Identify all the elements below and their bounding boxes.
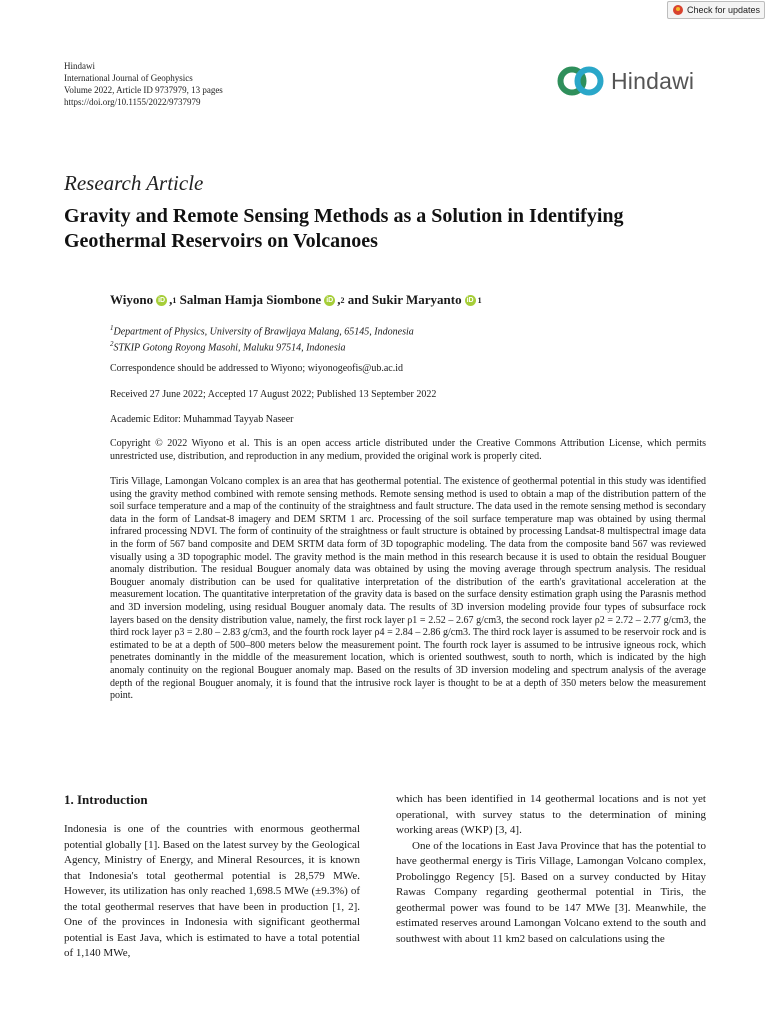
orcid-icon[interactable]: iD: [466, 296, 474, 304]
author-affiliation-sup: 1: [477, 295, 482, 305]
orcid-icon[interactable]: iD: [326, 296, 334, 304]
author-name: Salman Hamja Siombone: [179, 292, 322, 307]
check-updates-label: Check for updates: [687, 5, 761, 15]
journal-name: International Journal of Geophysics: [64, 73, 193, 83]
volume-line: Volume 2022, Article ID 9737979, 13 pages: [64, 85, 223, 95]
abstract: Tiris Village, Lamongan Volcano complex is an area that has geothermal potential. The existence of geothermal potential in this study was identified using the gravity method combined with remote sensing methods. Remote sensing method is used to obtain a map of the distribution pattern of the soil surface temperature and a map of the continuity of the straightness and fault structure. The data used in the remote sensing method is secondary data in the form of Landsat-8 imagery and DEM SRTM 1 arc. Processing of the soil surface temperature map was obtained by using thermal infrared processing NDVI. The form of continuity of the straightness or fault structure is obtained by processing Landsat-8 multispectral image data in the form of 567 band composite and DEM SRTM data form of 3D topographic modeling. The data from the composite band 567 was reviewed visually using a 3D topographic model. The gravity method is the main method in this research because it is used to obtain the residual Bouguer anomaly distribution. The residual Bouguer anomaly data was obtained by using the moving average through spectrum analysis. The residual Bouguer anomaly distribution can be used for qualitative interpretation of the distribution of the earth's gravitational acceleration at the measurement location. The quantitative interpretation of the gravity data is based on the surface density estimation graph using the Parasnis method and 3D inversion modeling, using residual Bouguer anomaly data. The results of 3D inversion modeling provide four types of subsurface rock layers based on the density distribution value, namely, the first rock layer ρ1 = 2.52 – 2.67 g/cm3, the second rock layer ρ2 = 2.72 – 2.77 g/cm3, the third rock layer ρ3 = 2.80 – 2.83 g/cm3, and the fourth rock layer ρ4 = 2.84 – 2.86 g/cm3. The third rock layer is assumed to be reservoir rock and is estimated to be at a depth of 500–800 meters below the measurement point. The fourth rock layer is assumed to be intrusive igneous rock, which penetrates dominantly in the middle of the measurement location, which is oriented southwest, south to north, which is indicated by the high anomaly continuity on the regional Bouguer anomaly map. Based on the results of 3D inversion modeling and spectrum analysis of the average depth of the regional Bouguer anomaly, it is found that the intrusive rock layer is thought to be at a depth of 350 meters below the measurement point.: [110, 476, 706, 702]
author-list: Wiyono iD , 1 Salman Hamja Siombone iD , 2 and Sukir Maryanto iD 1: [110, 292, 482, 307]
intro-left-column: Indonesia is one of the countries with enormous geothermal potential globally [1]. Based on the latest survey by the Geological Agency, Ministry of Energy, and Mineral Resources, it is known that Indonesia's total geothermal potential is 28,579 MWe. However, its utilization has only reached 1,698.5 MWe (±9.3%) of the total geothermal reserves that have been in production [1, 2]. One of the provinces in Indonesia with significant geothermal potential is East Java, which is estimated to have a total potential of 1,140 MWe,: [64, 823, 360, 959]
orcid-icon[interactable]: iD: [158, 296, 166, 304]
hindawi-logo-icon: [557, 62, 605, 100]
academic-editor: Academic Editor: Muhammad Tayyab Naseer: [110, 414, 294, 425]
intro-paragraph: which has been identified in 14 geothermal locations and is not yet operational, with survey status to the determination of mining working areas (WKP) [3, 4].: [396, 793, 706, 836]
author-name: Wiyono: [110, 292, 154, 307]
section-heading-introduction: 1. Introduction: [64, 792, 148, 807]
affiliation-line: $^2$STKIP Gotong Royong Masohi, Maluku 97514, Indonesia: [110, 340, 346, 354]
hindawi-logo: [557, 62, 694, 100]
author-affiliation-sup: 2: [340, 295, 345, 305]
journal-metadata: [64, 60, 223, 108]
correspondence: Correspondence should be addressed to Wiyono; wiyonogeofis@ub.ac.id: [110, 363, 404, 374]
intro-right-column: [396, 792, 706, 947]
logo-wordmark: Hindawi: [611, 67, 695, 94]
affiliations: [110, 322, 414, 355]
doi-link[interactable]: https://doi.org/10.1155/2022/9737979: [64, 97, 201, 107]
article-dates: Received 27 June 2022; Accepted 17 August 2022; Published 13 September 2022: [110, 389, 437, 400]
affiliation-line: $^1$Department of Physics, University of Brawijaya Malang, 65145, Indonesia: [110, 324, 414, 338]
article-title: Gravity and Remote Sensing Methods as a Solution in Identifying Geothermal Reservoirs on Volcanoes: [64, 205, 624, 252]
article-type: Research Article: [64, 171, 204, 195]
intro-paragraph: One of the locations in East Java Province that has the potential to have geothermal energy is Tiris Village, Lamongan Volcano complex, Probolinggo Regency [5]. Based on a survey conducted by Hitay Rawas Company regarding geothermal potential in Tiris, the geothermal power was found to be 147 MWe [3]. Meanwhile, the estimated reserves around Lamongan Volcano extend to the south and southwest with about 11 km2 based on calculations using the: [396, 839, 706, 945]
check-updates-icon: [673, 5, 683, 15]
author-affiliation-sup: 1: [172, 295, 177, 305]
publisher-name: Hindawi: [64, 61, 95, 71]
author-joiner: and: [347, 292, 369, 307]
check-for-updates-button[interactable]: [667, 1, 765, 19]
copyright-notice: Copyright © 2022 Wiyono et al. This is an open access article distributed under the Creative Commons Attribution License, which permits unrestricted use, distribution, and reproduction in any medium, provided the original work is properly cited.: [110, 438, 706, 462]
author-name: Sukir Maryanto: [371, 292, 462, 307]
